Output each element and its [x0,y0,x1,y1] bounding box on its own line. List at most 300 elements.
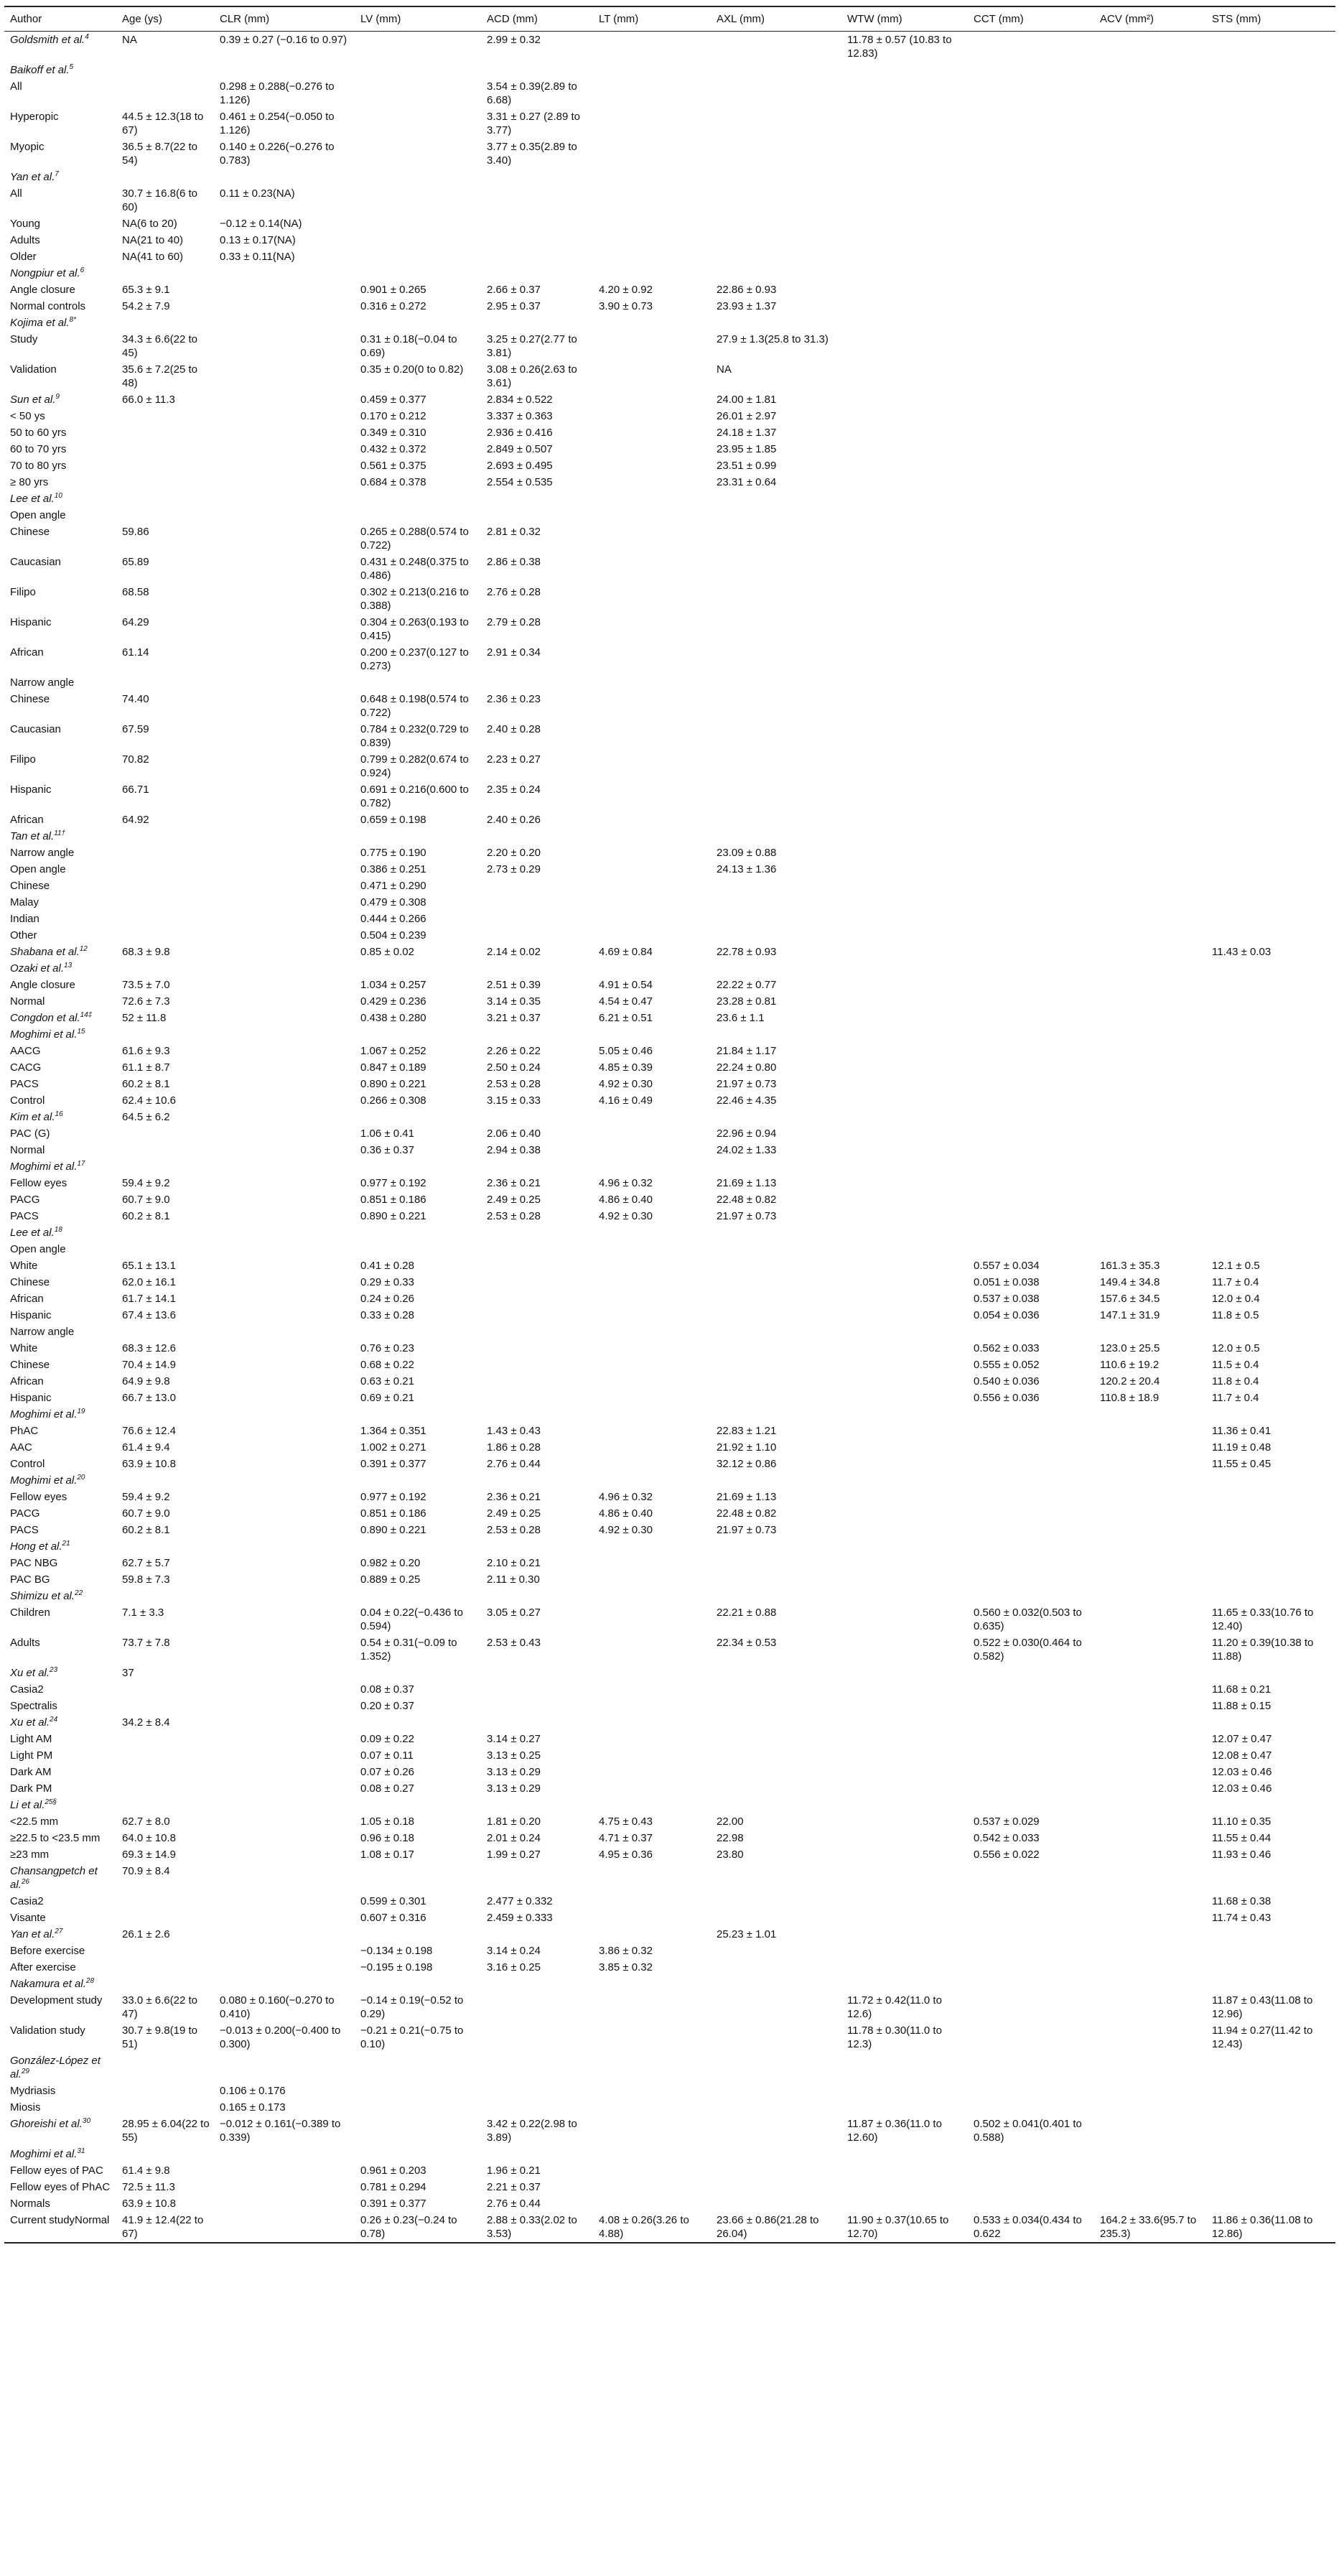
row-label: Shabana et al. [10,946,80,958]
value-cell [711,927,841,944]
value-cell [593,1224,711,1241]
row-label: Moghimi et al. [10,1408,78,1420]
table-row [4,1208,1335,1224]
value-cell [593,1665,711,1681]
value-cell [593,1893,711,1910]
value-cell [481,1324,593,1340]
value-cell [214,691,355,721]
value-cell [1206,490,1335,507]
value-cell: 164.2 ± 33.6(95.7 to 235.3) [1094,2212,1206,2243]
table-row [4,2162,1335,2179]
value-cell [711,1764,841,1780]
value-cell [1094,644,1206,674]
value-cell: 70.82 [122,753,149,766]
subgroup-cell [4,441,116,457]
value-cell [968,1522,1094,1538]
row-label: Xu et al. [10,1716,50,1729]
value-cell [593,215,711,232]
row-label: Angle closure [10,284,75,296]
value-cell [968,265,1094,282]
value-cell [481,1863,593,1893]
value-cell [593,721,711,751]
value-cell [968,1538,1094,1555]
value-cell: 0.266 ± 0.308 [360,1094,426,1107]
value-cell [481,2083,593,2099]
value-cell [1094,2022,1206,2052]
column-header: LV (mm) [355,6,481,32]
reference-superscript: 13 [64,962,73,970]
value-cell: 0.560 ± 0.032(0.503 to 0.635) [974,1606,1082,1632]
subgroup-cell [4,1604,116,1635]
value-cell: 11.55 ± 0.45 [1212,1458,1272,1470]
value-cell [214,1224,355,1241]
value-cell [214,408,355,424]
value-cell [355,490,481,507]
value-cell: 70.4 ± 14.9 [122,1359,176,1371]
value-cell [214,894,355,911]
value-cell [968,1959,1094,1976]
value-cell [1094,1780,1206,1797]
value-cell [841,911,968,927]
value-cell: 11.94 ± 0.27(11.42 to 12.43) [1212,2024,1313,2050]
subgroup-cell [4,2179,116,2195]
value-cell [214,845,355,861]
value-cell [593,781,711,812]
table-row [4,1588,1335,1604]
value-cell [968,1505,1094,1522]
table-row [4,1489,1335,1505]
value-cell: 23.66 ± 0.86(21.28 to 26.04) [711,2212,841,2243]
table-row [4,424,1335,441]
value-cell [116,1747,214,1764]
author-cell [4,490,116,507]
value-cell [593,2146,711,2162]
value-cell: 1.067 ± 0.252 [360,1045,426,1057]
value-cell: 0.540 ± 0.036 [974,1375,1040,1387]
value-cell: 11.87 ± 0.43(11.08 to 12.96) [1212,1994,1313,2020]
table-row [4,1059,1335,1076]
value-cell [214,960,355,977]
value-cell [1206,265,1335,282]
value-cell [1094,315,1206,331]
value-cell [711,960,841,977]
value-cell: 22.34 ± 0.53 [717,1637,777,1649]
value-cell [711,315,841,331]
value-cell [481,1926,593,1943]
table-row [4,894,1335,911]
value-cell [1206,457,1335,474]
subgroup-cell [4,1357,116,1373]
value-cell: 59.8 ± 7.3 [122,1573,170,1586]
value-cell: 0.391 ± 0.377 [360,1458,426,1470]
value-cell [1094,441,1206,457]
value-cell [711,1780,841,1797]
value-cell [968,2052,1094,2083]
row-label: Normals [10,2198,50,2210]
value-cell [1094,944,1206,960]
value-cell: 2.76 ± 0.44 [487,1458,541,1470]
value-cell [214,751,355,781]
reference-superscript: 15 [77,1028,85,1036]
value-cell [481,960,593,977]
table-row [4,944,1335,960]
value-cell [711,1158,841,1175]
value-cell: 37 [122,1667,134,1679]
value-cell [1094,1830,1206,1846]
value-cell [1094,2099,1206,2116]
value-cell [1094,1747,1206,1764]
author-cell [4,1472,116,1489]
value-cell [841,1698,968,1714]
value-cell: 23.95 ± 1.85 [717,443,777,455]
value-cell [116,62,214,78]
value-cell [1206,2116,1335,2146]
value-cell [841,1604,968,1635]
value-cell: 1.05 ± 0.18 [360,1815,414,1828]
reference-superscript: 4 [85,33,89,41]
table-row [4,2179,1335,2195]
value-cell [116,1538,214,1555]
author-cell [4,1538,116,1555]
value-cell: 61.4 ± 9.8 [122,2165,170,2177]
subgroup-cell [4,674,116,691]
value-cell [214,911,355,927]
table-row [4,1635,1335,1665]
value-cell [968,1158,1094,1175]
value-cell [711,1893,841,1910]
value-cell [355,78,481,108]
value-cell [1094,674,1206,691]
value-cell: 2.11 ± 0.30 [487,1573,540,1586]
value-cell [841,315,968,331]
table-row [4,1830,1335,1846]
value-cell: 24.00 ± 1.81 [717,394,777,406]
row-label: Caucasian [10,556,61,568]
value-cell [968,408,1094,424]
value-cell [1206,721,1335,751]
value-cell [481,232,593,248]
value-cell [481,62,593,78]
value-cell [214,614,355,644]
value-cell: 64.5 ± 6.2 [122,1111,170,1123]
row-label: Sun et al. [10,394,56,406]
value-cell [593,1604,711,1635]
value-cell: 62.4 ± 10.6 [122,1094,176,1107]
value-cell [593,1910,711,1926]
subgroup-cell [4,2195,116,2212]
subgroup-cell [4,1125,116,1142]
row-label: Caucasian [10,723,61,735]
row-label: 50 to 60 yrs [10,427,67,439]
value-cell [968,424,1094,441]
value-cell: 0.09 ± 0.22 [360,1733,414,1745]
subgroup-cell [4,1423,116,1439]
value-cell: 1.99 ± 0.27 [487,1849,541,1861]
column-header: Author [4,6,116,32]
value-cell [214,474,355,490]
value-cell [214,1780,355,1797]
value-cell [481,2146,593,2162]
value-cell: 60.7 ± 9.0 [122,1507,170,1520]
value-cell [711,878,841,894]
value-cell [711,78,841,108]
value-cell: 0.557 ± 0.034 [974,1260,1040,1272]
value-cell [841,1714,968,1731]
row-label: Visante [10,1912,46,1924]
table-row [4,1324,1335,1340]
value-cell: 22.48 ± 0.82 [717,1507,777,1520]
value-cell [711,1324,841,1340]
value-cell [968,361,1094,391]
row-label: Validation study [10,2024,85,2037]
value-cell [841,1175,968,1191]
value-cell [711,1976,841,1992]
value-cell [593,1571,711,1588]
value-cell [968,1681,1094,1698]
value-cell: 3.16 ± 0.25 [487,1961,541,1973]
table-row [4,2212,1335,2243]
value-cell: 2.36 ± 0.23 [487,693,541,705]
value-cell [1206,894,1335,911]
value-cell [214,927,355,944]
table-row [4,282,1335,298]
value-cell [1206,1714,1335,1731]
value-cell [214,1635,355,1665]
value-cell [1094,457,1206,474]
subgroup-cell [4,424,116,441]
subgroup-cell [4,1959,116,1976]
value-cell [1094,1505,1206,1522]
subgroup-cell [4,1076,116,1092]
value-cell [214,1357,355,1373]
value-cell [481,2022,593,2052]
value-cell [355,248,481,265]
value-cell: 0.391 ± 0.377 [360,2198,426,2210]
row-label: Moghimi et al. [10,1028,78,1041]
value-cell [968,1010,1094,1026]
value-cell [593,1125,711,1142]
value-cell: −0.14 ± 0.19(−0.52 to 0.29) [360,1994,464,2020]
value-cell [593,751,711,781]
value-cell [214,1026,355,1043]
value-cell [116,960,214,977]
value-cell [214,1813,355,1830]
value-cell [1094,1635,1206,1665]
value-cell [214,993,355,1010]
table-row [4,878,1335,894]
value-cell [214,1943,355,1959]
value-cell [1094,1406,1206,1423]
author-cell [4,960,116,977]
value-cell [214,331,355,361]
value-cell [1094,2179,1206,2195]
row-label: Normal controls [10,300,86,312]
value-cell [841,1142,968,1158]
value-cell [481,1158,593,1175]
row-label: Indian [10,913,39,925]
row-label: Light AM [10,1733,52,1745]
subgroup-cell [4,977,116,993]
value-cell [841,108,968,139]
value-cell [214,1109,355,1125]
value-cell [593,845,711,861]
value-cell [593,1439,711,1456]
subgroup-cell [4,927,116,944]
value-cell [1094,2195,1206,2212]
value-cell: 0.890 ± 0.221 [360,1078,426,1090]
value-cell [1094,861,1206,878]
value-cell [841,1274,968,1291]
value-cell: 12.0 ± 0.4 [1212,1293,1260,1305]
value-cell: 60.2 ± 8.1 [122,1524,170,1536]
value-cell [593,169,711,185]
table-header-row [4,6,1335,32]
row-label: Casia2 [10,1683,44,1696]
value-cell: 12.0 ± 0.5 [1212,1342,1260,1354]
value-cell [841,584,968,614]
value-cell [214,1472,355,1489]
value-cell [841,1830,968,1846]
row-label: White [10,1342,38,1354]
row-label: Kim et al. [10,1111,55,1123]
subgroup-cell [4,507,116,524]
value-cell [841,185,968,215]
row-label: All [10,187,22,200]
value-cell [1206,1538,1335,1555]
row-label: Hyperopic [10,111,59,123]
value-cell [593,524,711,554]
value-cell [711,1224,841,1241]
row-label: PhAC [10,1425,39,1437]
value-cell [116,1943,214,1959]
value-cell: 11.7 ± 0.4 [1212,1276,1259,1288]
value-cell [711,2022,841,2052]
author-cell [4,62,116,78]
value-cell [214,1076,355,1092]
value-cell: 0.847 ± 0.189 [360,1061,426,1074]
value-cell [593,248,711,265]
author-cell [4,1588,116,1604]
value-cell: 23.93 ± 1.37 [717,300,777,312]
value-cell: 11.78 ± 0.30(11.0 to 12.3) [847,2024,942,2050]
column-header: ACV (mm²) [1094,6,1206,32]
value-cell [1094,993,1206,1010]
value-cell [711,507,841,524]
value-cell: 30.7 ± 16.8(6 to 60) [122,187,197,213]
value-cell: 0.890 ± 0.221 [360,1524,426,1536]
value-cell: 0.561 ± 0.375 [360,460,426,472]
value-cell [355,2052,481,2083]
value-cell [968,1976,1094,1992]
value-cell [214,721,355,751]
table-row [4,993,1335,1010]
value-cell [841,812,968,828]
value-cell [116,2083,214,2099]
value-cell: 0.684 ± 0.378 [360,476,426,488]
value-cell: 34.2 ± 8.4 [122,1716,170,1729]
value-cell [593,331,711,361]
value-cell: 65.3 ± 9.1 [122,284,170,296]
value-cell: 11.78 ± 0.57 (10.83 to 12.83) [847,34,952,60]
value-cell: 12.03 ± 0.46 [1212,1782,1272,1795]
value-cell [1206,1142,1335,1158]
row-label: Development study [10,1994,103,2007]
value-cell: 2.76 ± 0.28 [487,586,541,598]
value-cell [481,1390,593,1406]
value-cell [968,315,1094,331]
value-cell [593,32,711,62]
subgroup-cell [4,2099,116,2116]
value-cell [1094,1992,1206,2022]
reference-superscript: 28 [85,1977,95,1985]
value-cell [116,894,214,911]
value-cell: 22.00 [717,1815,744,1828]
value-cell: −0.012 ± 0.161(−0.389 to 0.339) [220,2118,341,2144]
value-cell: 24.02 ± 1.33 [717,1144,777,1156]
table-row [4,1522,1335,1538]
row-label: Hispanic [10,616,52,628]
value-cell: 3.15 ± 0.33 [487,1094,541,1107]
subgroup-cell [4,2212,116,2243]
value-cell [116,1158,214,1175]
value-cell [214,441,355,457]
value-cell [593,1681,711,1698]
value-cell: 110.8 ± 18.9 [1100,1392,1160,1404]
value-cell [968,1992,1094,2022]
value-cell [1206,644,1335,674]
value-cell: NA [122,34,137,46]
table-row [4,457,1335,474]
value-cell: 4.71 ± 0.37 [599,1832,653,1844]
value-cell [968,691,1094,721]
value-cell [116,2099,214,2116]
value-cell [1206,1241,1335,1257]
value-cell [116,861,214,878]
table-row [4,674,1335,691]
table-row [4,1224,1335,1241]
value-cell [214,1538,355,1555]
value-cell [968,524,1094,554]
value-cell [841,1406,968,1423]
author-cell [4,944,116,960]
value-cell [481,1665,593,1681]
table-row [4,2022,1335,2052]
value-cell [1206,1926,1335,1943]
value-cell: 3.77 ± 0.35(2.89 to 3.40) [487,141,577,167]
row-label: Malay [10,896,39,908]
value-cell [711,232,841,248]
value-cell [841,2083,968,2099]
value-cell: 147.1 ± 31.9 [1100,1309,1160,1321]
value-cell [1094,1976,1206,1992]
value-cell [1094,1764,1206,1780]
value-cell [1094,1681,1206,1698]
row-label: Narrow angle [10,847,75,859]
value-cell [1094,1489,1206,1505]
column-header: CCT (mm) [968,6,1094,32]
value-cell: 11.19 ± 0.48 [1212,1441,1272,1454]
value-cell [481,674,593,691]
value-cell [711,139,841,169]
value-cell: 27.9 ± 1.3(25.8 to 31.3) [717,333,829,345]
subgroup-cell [4,721,116,751]
value-cell [1094,828,1206,845]
value-cell [1094,1863,1206,1893]
value-cell [1206,2195,1335,2212]
value-cell: 67.4 ± 13.6 [122,1309,176,1321]
value-cell: 120.2 ± 20.4 [1100,1375,1160,1387]
value-cell: 0.890 ± 0.221 [360,1210,426,1222]
